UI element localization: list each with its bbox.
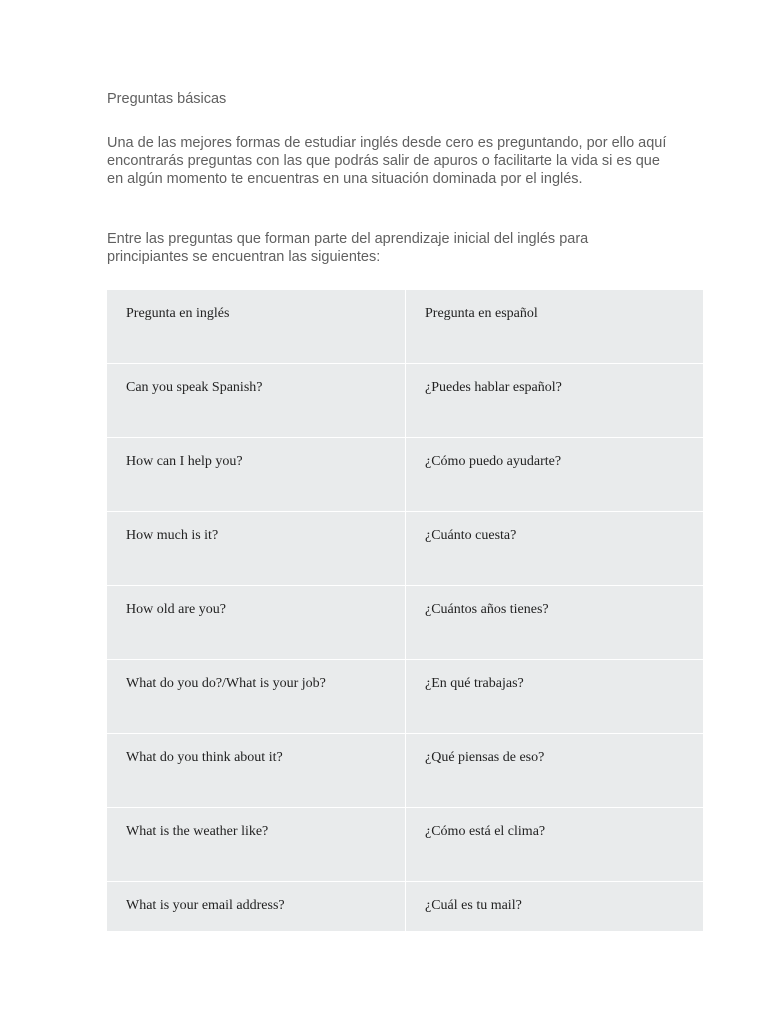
column-header-english: Pregunta en inglés xyxy=(126,306,230,321)
question-english: What is your email address? xyxy=(126,898,285,913)
question-english: How old are you? xyxy=(126,602,226,617)
table-header-row xyxy=(107,290,703,364)
question-spanish: ¿En qué trabajas? xyxy=(425,676,524,691)
question-spanish: ¿Cuánto cuesta? xyxy=(425,528,517,543)
table-row xyxy=(107,586,703,660)
question-english: Can you speak Spanish? xyxy=(126,380,263,395)
question-english: How can I help you? xyxy=(126,454,243,469)
question-spanish: ¿Cuál es tu mail? xyxy=(425,898,522,913)
lead-in-paragraph: Entre las preguntas que forman parte del aprendizaje inicial del inglés para principiantes se encuentran las siguientes: xyxy=(107,231,589,265)
question-spanish: ¿Cómo está el clima? xyxy=(425,824,546,839)
question-spanish: ¿Cuántos años tienes? xyxy=(425,602,549,617)
table-row xyxy=(107,660,703,734)
table-row xyxy=(107,882,703,932)
question-english: What is the weather like? xyxy=(126,824,269,839)
question-english: How much is it? xyxy=(126,528,219,543)
question-english: What do you think about it? xyxy=(126,750,283,765)
table-row xyxy=(107,734,703,808)
table-row xyxy=(107,512,703,586)
question-spanish: ¿Puedes hablar español? xyxy=(425,380,562,395)
question-spanish: ¿Qué piensas de eso? xyxy=(425,750,545,765)
column-header-spanish: Pregunta en español xyxy=(425,306,538,321)
question-english: What do you do?/What is your job? xyxy=(126,676,326,691)
question-spanish: ¿Cómo puedo ayudarte? xyxy=(425,454,562,469)
table-row xyxy=(107,364,703,438)
questions-table xyxy=(107,290,703,931)
intro-paragraph: Una de las mejores formas de estudiar inglés desde cero es preguntando, por ello aquí encontrarás preguntas con las que podrás salir de apuros o facilitarte la vida si es que en algún momento te encuentras en una situación dominada por el inglés. xyxy=(107,135,667,187)
table-row xyxy=(107,808,703,882)
table-row xyxy=(107,438,703,512)
page-title: Preguntas básicas xyxy=(107,91,227,107)
